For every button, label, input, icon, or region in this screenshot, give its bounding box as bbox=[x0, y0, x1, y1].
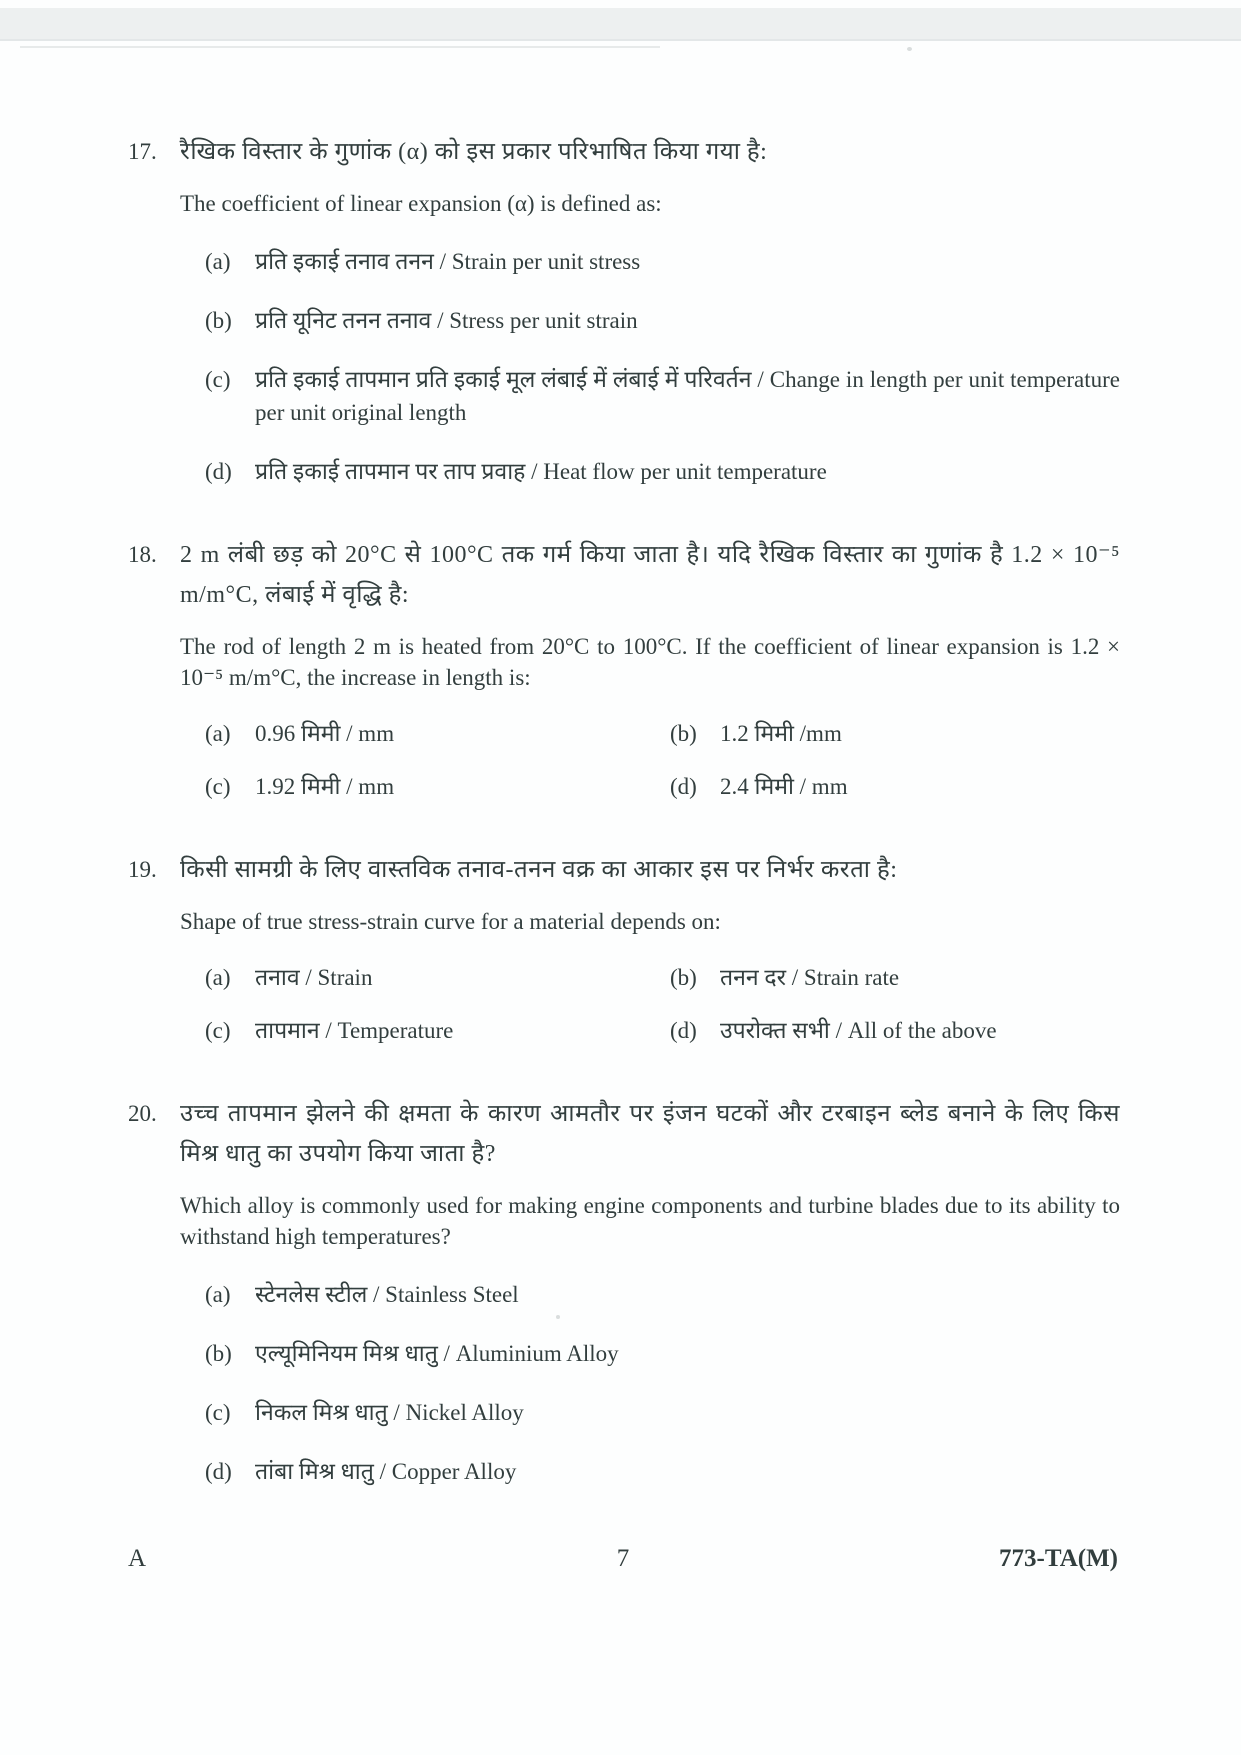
option-text: प्रति इकाई तनाव तनन / Strain per unit stress bbox=[255, 249, 641, 274]
question-number: 17. bbox=[128, 139, 157, 164]
option-label: (a) bbox=[205, 249, 231, 274]
question-number: 20. bbox=[128, 1101, 157, 1126]
option-b bbox=[645, 717, 1120, 750]
option-c bbox=[180, 1396, 1120, 1429]
option-text: 1.2 मिमी /mm bbox=[720, 721, 842, 746]
question-text-hindi: उच्च तापमान झेलने की क्षमता के कारण आमतौर पर इंजन घटकों और टरबाइन ब्लेड बनाने के लिए किस मिश्र धातु का उपयोग किया जाता है? bbox=[180, 1101, 1120, 1167]
option-label: (b) bbox=[205, 1341, 232, 1366]
option-label: (d) bbox=[205, 459, 232, 484]
options-list bbox=[180, 245, 1120, 488]
option-label: (d) bbox=[670, 774, 697, 799]
footer-page-number: 7 bbox=[616, 1545, 630, 1572]
option-label: (c) bbox=[205, 367, 231, 392]
option-a bbox=[180, 1278, 1120, 1311]
option-d bbox=[645, 1014, 1120, 1047]
option-b bbox=[180, 304, 1120, 337]
options-grid bbox=[180, 941, 1120, 1047]
option-c bbox=[180, 363, 1120, 429]
option-label: (b) bbox=[670, 721, 697, 746]
option-text: स्टेनलेस स्टील / Stainless Steel bbox=[255, 1282, 519, 1307]
question-paper-content bbox=[128, 132, 1120, 1535]
option-label: (c) bbox=[205, 1400, 231, 1425]
question-20 bbox=[128, 1094, 1120, 1488]
option-d bbox=[180, 1455, 1120, 1488]
page-footer bbox=[128, 1545, 1118, 1573]
question-text-english: The coefficient of linear expansion (α) is defined as: bbox=[180, 191, 662, 216]
option-d bbox=[645, 770, 1120, 803]
options-grid bbox=[180, 697, 1120, 803]
option-text: निकल मिश्र धातु / Nickel Alloy bbox=[255, 1400, 524, 1425]
option-b bbox=[180, 1337, 1120, 1370]
option-a bbox=[180, 961, 645, 994]
option-text: तनन दर / Strain rate bbox=[720, 965, 900, 990]
option-text: तनाव / Strain bbox=[255, 965, 373, 990]
footer-set-letter: A bbox=[128, 1545, 147, 1572]
option-text: 2.4 मिमी / mm bbox=[720, 774, 848, 799]
question-text-hindi: 2 m लंबी छड़ को 20°C से 100°C तक गर्म किया जाता है। यदि रैखिक विस्तार का गुणांक है 1.2 × 10⁻⁵ m/m°C, लंबाई में वृद्धि है: bbox=[180, 542, 1120, 608]
scan-artifact-line bbox=[20, 46, 660, 48]
option-a bbox=[180, 717, 645, 750]
option-label: (d) bbox=[670, 1018, 697, 1043]
option-c bbox=[180, 1014, 645, 1047]
option-label: (a) bbox=[205, 1282, 231, 1307]
question-text-hindi: रैखिक विस्तार के गुणांक (α) को इस प्रकार परिभाषित किया गया है: bbox=[180, 139, 768, 165]
footer-paper-code: 773-TA(M) bbox=[999, 1545, 1118, 1572]
question-number: 19. bbox=[128, 857, 157, 882]
option-c bbox=[180, 770, 645, 803]
option-label: (c) bbox=[205, 774, 231, 799]
question-text-english: Shape of true stress-strain curve for a material depends on: bbox=[180, 909, 721, 934]
option-text: प्रति यूनिट तनन तनाव / Stress per unit strain bbox=[255, 308, 638, 333]
option-label: (b) bbox=[205, 308, 232, 333]
question-text-english: The rod of length 2 m is heated from 20°C to 100°C. If the coefficient of linear expansion is 1.2 × 10⁻⁵ m/m°C, the increase in length is: bbox=[180, 634, 1120, 690]
option-label: (a) bbox=[205, 965, 231, 990]
question-17 bbox=[128, 132, 1120, 488]
option-text: 1.92 मिमी / mm bbox=[255, 774, 395, 799]
option-text: प्रति इकाई तापमान प्रति इकाई मूल लंबाई में लंबाई में परिवर्तन / Change in length per unit temperature per unit original length bbox=[255, 367, 1120, 425]
option-text: उपरोक्त सभी / All of the above bbox=[720, 1018, 997, 1043]
question-19 bbox=[128, 850, 1120, 1047]
option-text: 0.96 मिमी / mm bbox=[255, 721, 395, 746]
option-text: तांबा मिश्र धातु / Copper Alloy bbox=[255, 1459, 517, 1484]
option-text: एल्यूमिनियम मिश्र धातु / Aluminium Alloy bbox=[255, 1341, 619, 1366]
option-text: प्रति इकाई तापमान पर ताप प्रवाह / Heat flow per unit temperature bbox=[255, 459, 827, 484]
option-label: (b) bbox=[670, 965, 697, 990]
option-text: तापमान / Temperature bbox=[255, 1018, 454, 1043]
scan-artifact-top-band bbox=[0, 8, 1241, 41]
question-text-hindi: किसी सामग्री के लिए वास्तविक तनाव-तनन वक्र का आकार इस पर निर्भर करता है: bbox=[180, 857, 898, 883]
option-a bbox=[180, 245, 1120, 278]
option-label: (d) bbox=[205, 1459, 232, 1484]
question-18 bbox=[128, 535, 1120, 803]
options-list bbox=[180, 1278, 1120, 1488]
option-label: (a) bbox=[205, 721, 231, 746]
option-b bbox=[645, 961, 1120, 994]
option-d bbox=[180, 455, 1120, 488]
scan-speck bbox=[907, 47, 912, 51]
question-text-english: Which alloy is commonly used for making engine components and turbine blades due to its ability to withstand high temperatures? bbox=[180, 1193, 1120, 1249]
question-number: 18. bbox=[128, 542, 157, 567]
option-label: (c) bbox=[205, 1018, 231, 1043]
